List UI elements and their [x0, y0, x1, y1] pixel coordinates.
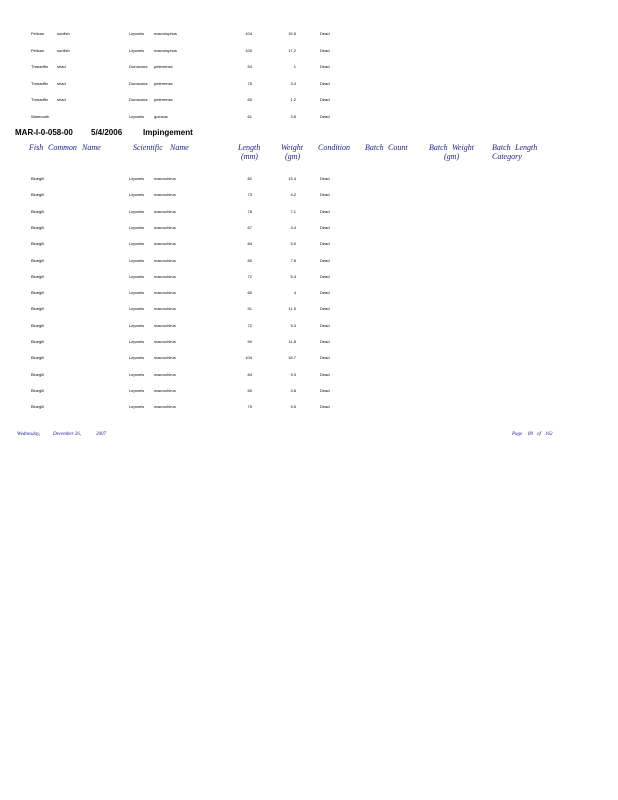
cell-common-name: Bluegill	[31, 192, 44, 198]
cell-genus: Lepomis	[129, 322, 145, 328]
cell-genus: Lepomis	[129, 257, 145, 263]
cell-common-name: Bluegill	[31, 306, 44, 312]
cell-species: petenense	[154, 97, 173, 102]
cell-condition: Dead	[320, 387, 330, 393]
cell-length: 78	[247, 208, 252, 214]
cell-weight: 18.7	[288, 355, 296, 361]
cell-weight: 11.5	[288, 306, 296, 312]
cell-condition: Dead	[320, 176, 330, 181]
cell-length: 54	[247, 64, 252, 69]
footer-month-day: December 26,	[53, 432, 82, 437]
cell-common-name: Bluegill	[31, 273, 44, 279]
cell-common-name: Threadfin	[31, 80, 48, 86]
cell-species: macrochirus	[154, 355, 176, 361]
cell-weight: 7.8	[290, 257, 296, 263]
cell-length: 100	[245, 47, 252, 53]
cell-species: macrochirus	[154, 387, 176, 393]
cell-weight: 3.8	[290, 387, 296, 393]
cell-common-name: Bluegill	[31, 257, 44, 263]
cell-length: 104	[245, 355, 252, 361]
cell-species: petenense	[154, 80, 173, 86]
cell-genus: Lepomis	[129, 192, 145, 198]
header-count: Count	[388, 143, 408, 152]
cell-condition: Dead	[320, 339, 330, 344]
header-batch-length: Batch	[492, 143, 511, 152]
cell-weight: 9.3	[290, 371, 296, 377]
cell-genus: Lepomis	[129, 290, 145, 296]
header-category: Category	[492, 152, 522, 161]
cell-common-name: Bluegill	[31, 322, 44, 328]
cell-condition: Dead	[320, 371, 330, 377]
cell-common-name: Threadfin	[31, 97, 48, 102]
cell-common-name: Bluegill	[31, 208, 44, 214]
header-batch-weight: Batch	[429, 143, 448, 152]
cell-genus: Lepomis	[129, 47, 145, 53]
cell-common-name: Bluegill	[31, 404, 44, 410]
cell-species: macrochirus	[154, 404, 176, 410]
cell-genus: Lepomis	[129, 224, 145, 230]
cell-condition: Dead	[320, 80, 330, 86]
cell-species: macrochirus	[154, 192, 176, 198]
cell-length: 90	[247, 339, 252, 344]
cell-genus: Lepomis	[129, 404, 145, 410]
cell-length: 72	[247, 273, 252, 279]
cell-weight: 15.5	[288, 31, 296, 36]
cell-common-name-2: shad	[57, 97, 66, 102]
cell-weight: 7.1	[290, 208, 296, 214]
cell-condition: Dead	[320, 273, 330, 279]
cell-weight: 5.3	[290, 322, 296, 328]
cell-genus: Lepomis	[129, 387, 145, 393]
cell-species: macrochirus	[154, 241, 176, 247]
cell-condition: Dead	[320, 224, 330, 230]
cell-weight: 13.4	[288, 176, 296, 181]
cell-genus: Dorosoma	[129, 64, 148, 69]
cell-species: macrochirus	[154, 306, 176, 312]
cell-species: macrochirus	[154, 322, 176, 328]
header-batch: Batch	[365, 143, 384, 152]
footer-of-label: of	[537, 432, 541, 437]
footer-page-number: 89	[528, 432, 533, 437]
header-weight: Weight	[281, 143, 303, 152]
cell-species: macrochirus	[154, 257, 176, 263]
cell-genus: Lepomis	[129, 176, 145, 181]
section-type: Impingement	[143, 128, 193, 137]
cell-common-name: Pelican	[31, 31, 45, 36]
header-weight2-unit: (gm)	[444, 152, 460, 161]
cell-length: 61	[247, 113, 252, 119]
section-date: 5/4/2006	[91, 128, 123, 137]
cell-genus: Lepomis	[129, 339, 145, 344]
cell-species: macrochirus	[154, 339, 176, 344]
header-length: Length	[238, 143, 261, 152]
cell-common-name-2: sunfish	[57, 31, 70, 36]
cell-condition: Dead	[320, 404, 330, 410]
cell-genus: Dorosoma	[129, 80, 148, 86]
cell-species: macrochirus	[154, 371, 176, 377]
cell-genus: Lepomis	[129, 355, 145, 361]
cell-condition: Dead	[320, 257, 330, 263]
cell-genus: Lepomis	[129, 371, 145, 377]
cell-weight: 4	[293, 290, 296, 296]
cell-length: 67	[247, 224, 252, 230]
cell-length: 75	[247, 404, 252, 410]
cell-condition: Dead	[320, 192, 330, 198]
header-fish: Fish	[29, 143, 44, 152]
section-id: MAR-I-0-058-00	[15, 128, 73, 137]
cell-genus: Lepomis	[129, 113, 145, 119]
footer-page-label: Page	[512, 432, 523, 437]
cell-weight: 5.4	[290, 273, 296, 279]
cell-length: 82	[247, 176, 252, 181]
cell-condition: Dead	[320, 322, 330, 328]
cell-common-name: Bluegill	[31, 241, 44, 247]
cell-weight: 3.4	[290, 80, 296, 86]
cell-species: macrochirus	[154, 224, 176, 230]
cell-condition: Dead	[320, 31, 330, 36]
cell-species: macrochirus	[154, 176, 176, 181]
cell-common-name-2: sunfish	[57, 47, 70, 53]
header-scientific-name: Name	[170, 143, 189, 152]
cell-length: 80	[247, 257, 252, 263]
cell-condition: Dead	[320, 64, 330, 69]
cell-species: macrochirus	[154, 208, 176, 214]
cell-species: macrochirus	[154, 273, 176, 279]
cell-common-name: Warmouth	[31, 113, 50, 119]
cell-species: macrolophus	[154, 31, 177, 36]
cell-common-name: Pelican	[31, 47, 45, 53]
cell-condition: Dead	[320, 355, 330, 361]
cell-condition: Dead	[320, 113, 330, 119]
cell-weight: 1	[293, 64, 296, 69]
cell-common-name-2: shad	[57, 64, 66, 69]
cell-weight: 5.5	[290, 241, 296, 247]
cell-genus: Lepomis	[129, 273, 145, 279]
header-length-unit: (mm)	[241, 152, 258, 161]
cell-common-name: Bluegill	[31, 290, 44, 296]
cell-weight: 4.4	[290, 224, 296, 230]
cell-length: 84	[247, 371, 252, 377]
cell-condition: Dead	[320, 97, 330, 102]
cell-length: 104	[245, 31, 252, 36]
cell-common-name: Bluegill	[31, 339, 44, 344]
cell-weight: 17.2	[288, 47, 296, 53]
cell-length: 73	[247, 192, 252, 198]
header-length3: Length	[515, 143, 538, 152]
cell-condition: Dead	[320, 47, 330, 53]
cell-genus: Lepomis	[129, 31, 145, 36]
header-weight-unit: (gm)	[285, 152, 301, 161]
cell-length: 72	[247, 322, 252, 328]
cell-length: 65	[247, 290, 252, 296]
cell-weight: 1.2	[290, 97, 296, 102]
cell-weight: 3.8	[290, 113, 296, 119]
cell-length: 91	[247, 306, 252, 312]
header-common: Common	[48, 143, 77, 152]
footer-year: 2007	[96, 432, 106, 437]
cell-weight: 11.8	[288, 339, 296, 344]
cell-species: petenense	[154, 64, 173, 69]
cell-common-name: Bluegill	[31, 355, 44, 361]
cell-weight: 4.2	[290, 192, 296, 198]
cell-genus: Lepomis	[129, 208, 145, 214]
cell-common-name: Bluegill	[31, 224, 44, 230]
cell-genus: Lepomis	[129, 241, 145, 247]
cell-condition: Dead	[320, 241, 330, 247]
cell-genus: Lepomis	[129, 306, 145, 312]
cell-species: macrolophus	[154, 47, 177, 53]
cell-condition: Dead	[320, 306, 330, 312]
footer-page-total: 162	[545, 432, 553, 437]
cell-condition: Dead	[320, 290, 330, 296]
cell-length: 65	[247, 387, 252, 393]
cell-weight: 5.5	[290, 404, 296, 410]
header-scientific: Scientific	[133, 143, 163, 152]
header-name: Name	[82, 143, 101, 152]
cell-length: 60	[247, 97, 252, 102]
cell-common-name: Bluegill	[31, 371, 44, 377]
header-condition: Condition	[318, 143, 351, 152]
cell-genus: Dorosoma	[129, 97, 148, 102]
cell-common-name: Bluegill	[31, 176, 44, 181]
cell-length: 75	[247, 80, 252, 86]
cell-common-name-2: shad	[57, 80, 66, 86]
cell-species: macrochirus	[154, 290, 176, 296]
cell-common-name: Bluegill	[31, 387, 44, 393]
cell-common-name: Threadfin	[31, 64, 48, 69]
cell-length: 84	[247, 241, 252, 247]
cell-condition: Dead	[320, 208, 330, 214]
header-weight2: Weight	[452, 143, 474, 152]
cell-species: gulosus	[154, 113, 168, 119]
footer-weekday: Wednesday,	[17, 432, 41, 437]
